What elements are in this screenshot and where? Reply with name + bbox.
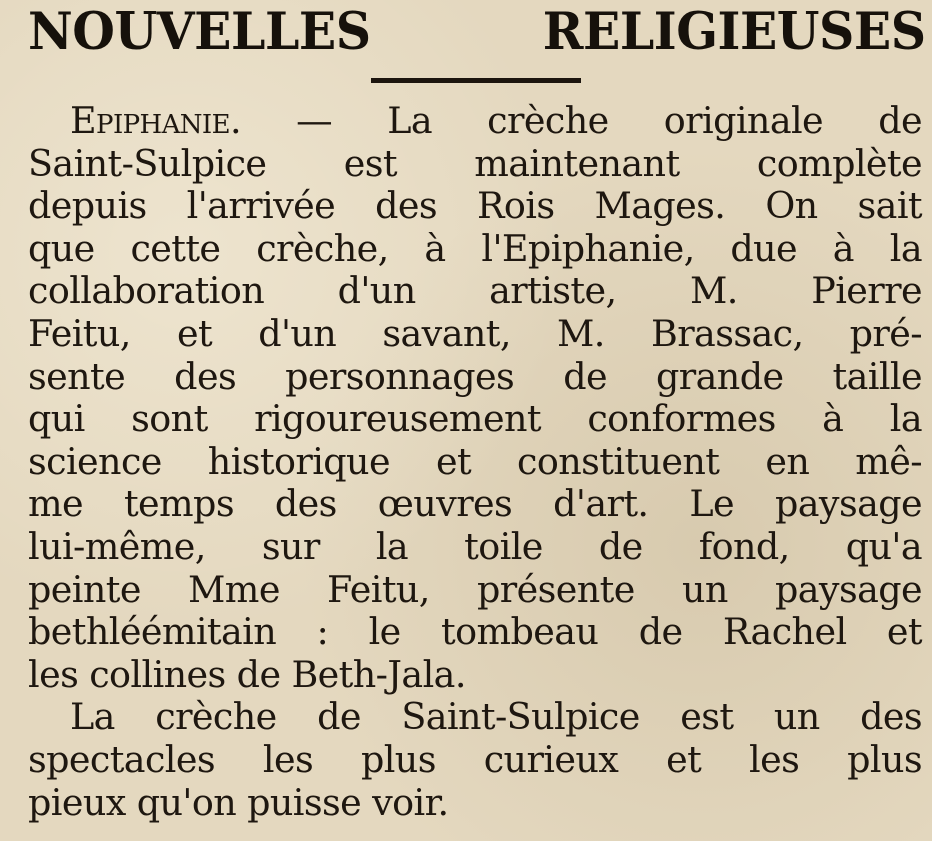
- article-line-11: lui-même, sur la toile de fond, qu'a: [28, 524, 922, 568]
- article-line-16: spectacles les plus curieux et les plus: [28, 737, 922, 781]
- article-line-12: peinte Mme Feitu, présente un paysage: [28, 567, 922, 611]
- article-line-4: que cette crèche, à l'Epiphanie, due à la: [28, 226, 922, 270]
- headline-word-nouvelles: NOUVELLES: [28, 2, 371, 62]
- article-line-3: depuis l'arrivée des Rois Mages. On sait: [28, 184, 922, 228]
- article-line-9: science historique et constituent en mê-: [28, 439, 922, 483]
- article-line-7: sente des personnages de grande taille: [28, 354, 922, 398]
- article-line-13: bethléémitain : le tombeau de Rachel et: [28, 610, 922, 654]
- article-line-17: pieux qu'on puisse voir.: [28, 780, 449, 824]
- article-line-5: collaboration d'un artiste, M. Pierre: [28, 269, 922, 313]
- article-line-14: les collines de Beth-Jala.: [28, 652, 466, 696]
- article-line-15: La crèche de Saint-Sulpice est un des: [70, 695, 922, 739]
- article-line-8: qui sont rigoureusement conformes à la: [28, 397, 922, 441]
- headline: [28, 0, 926, 64]
- article-line-6: Feitu, et d'un savant, M. Brassac, pré-: [28, 311, 922, 355]
- article-line-1: [28, 100, 922, 143]
- article-body: [28, 100, 922, 824]
- article-line-10: me temps des œuvres d'art. Le paysage: [28, 482, 922, 526]
- headline-rule: [371, 78, 581, 83]
- headline-word-religieuses: RELIGIEUSES: [542, 2, 926, 62]
- lead-in: Epiphanie.: [70, 99, 241, 142]
- line-1-rest: — La crèche originale de: [240, 99, 922, 142]
- article-line-2: Saint-Sulpice est maintenant complète: [28, 141, 922, 185]
